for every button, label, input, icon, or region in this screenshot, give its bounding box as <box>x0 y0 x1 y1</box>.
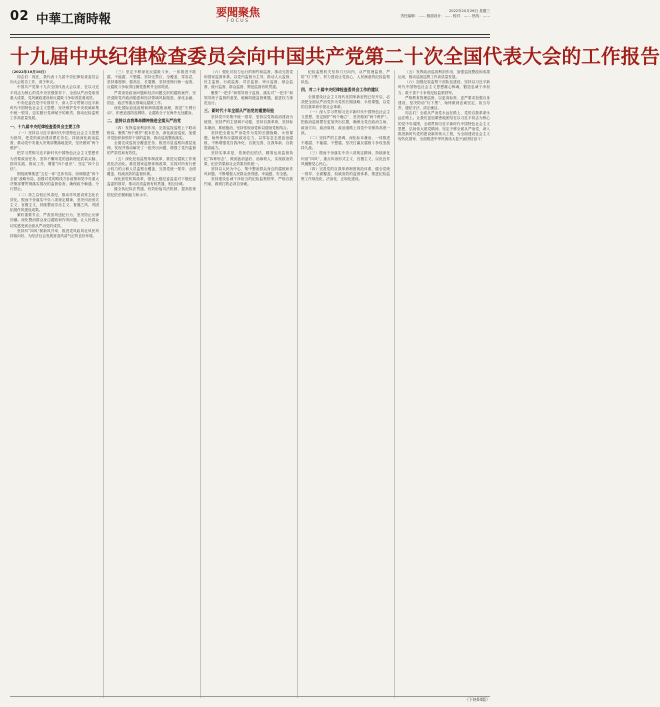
section-subheading: 三、新时代十年全面从严治党的重要经验 <box>204 108 275 114</box>
masthead-rule-thin <box>10 37 490 38</box>
body-paragraph: 同志们：现在，我代表十九届中央纪律检查委员会向大会报告工作，请予审议。 <box>10 75 99 85</box>
body-paragraph: 全面完成巡视全覆盖任务，推进市县巡察向基层延伸，发现并推动解决了一批突出问题，增强了党内监督的严肃性和有效性。 <box>107 141 196 156</box>
body-paragraph: （二）持之以恒正风肃纪，推动作风建设常态化长效化。锲而不舍落实中央八项规定精神，坚决纠治形式主义、官僚主义，持续整治享乐主义、奢靡之风，巩固拓展作风建设成果。 <box>10 192 99 213</box>
section-subheading: 四、对二十届中央纪律检查委员会工作的建议 <box>301 87 379 93</box>
article-column-2 <box>107 70 196 698</box>
article-headline: 十九届中央纪律检查委员会向中国共产党第二十次全国代表大会的工作报告 <box>10 45 660 68</box>
body-paragraph: （六）强化对权力运行的制约和监督，推动完善党和国家监督体系。以党内监督为主导，推动人大监督、民主监督、行政监督、司法监督、审计监督、财会监督、统计监督、群众监督、舆论监督有机贯通。 <box>204 70 293 90</box>
body-paragraph: （二）坚持严的主基调，深化标本兼治，一体推进不敢腐、不能腐、不想腐，坚决打赢反腐败斗争攻坚战持久战。 <box>301 135 390 151</box>
body-paragraph: 同志们！全面从严治党永远在路上，党的自我革命永远在路上。让我们更加紧密地团结在以习近平同志为核心的党中央周围，全面贯彻习近平新时代中国特色社会主义思想，弘扬伟大建党精神，坚定不移全面从严治党，深入推进新时代党的建设新的伟大工程，为全面建设社会主义现代化国家、全面推进中华民族伟大复兴而团结奋斗！ <box>398 111 490 142</box>
column-divider <box>103 70 104 698</box>
body-paragraph: （一）坚持以习近平新时代中国特色社会主义思想为指导，把党的政治建设摆在首位。持续深化政治监督，推动党中央重大决策部署落地见效，坚决做到“两个维护”。 <box>10 130 99 151</box>
body-paragraph: 坚持把全面从严治党作为党的长期战略、永恒课题，始终保持反腐败政治定力，以零容忍态度惩治腐败，不断增强党自我净化、自我完善、自我革新、自我提高能力。 <box>204 130 293 151</box>
article-column-4 <box>301 70 390 698</box>
body-paragraph: 中央纪委在党中央领导下，深入学习贯彻习近平新时代中国特色社会主义思想，坚决维护党中央权威和集中统一领导，忠实履行党章赋予的职责，推动纪检监察工作高质量发展。 <box>10 100 99 121</box>
section-title: 要聞聚焦 <box>216 6 260 19</box>
footer-rule <box>10 696 490 697</box>
body-paragraph: 严肃查处政治问题和经济问题交织的腐败案件，坚决清除党内政治隐患和经济领域风险隐患，深化金融、国企、政法等重点领域反腐败工作。 <box>107 90 196 105</box>
section-subheading: 一、十九届中央纪律检查委员会主要工作 <box>10 123 81 129</box>
body-paragraph: 坚持建设忠诚干净担当的纪检监察铁军，严格自我约束，做到打铁必须自身硬。 <box>204 177 293 187</box>
body-paragraph: （四）完善党的自我革命制度规范体系，健全党统一领导、全面覆盖、权威高效的监督体系，推进纪检监察工作规范化、法治化、正规化建设。 <box>301 166 390 182</box>
column-body <box>107 70 196 198</box>
issue-date: 2022年10月26日 星期三 <box>449 9 490 13</box>
masthead <box>10 7 490 33</box>
body-paragraph: （五）发挥政治巡视利剑作用，加强巡视整改和成果运用，推动巡视巡察工作高质量发展。 <box>398 70 490 80</box>
column-body <box>204 70 293 187</box>
body-paragraph: 纪检监察机关坚持刀刃向内，从严管理监督，严防“灯下黑”，努力建设让党放心、人民满意的纪检监察队伍。 <box>301 70 390 85</box>
body-paragraph: 健全执纪执法贯通、有效衔接司法机制，提高依规依纪依法履职能力和水平。 <box>107 187 196 197</box>
body-paragraph: （四）发挥巡视利剑作用，完善巡视巡察上下联动格局。聚焦“两个维护”根本任务，深化政治巡视，加强对党组织和领导干部的监督，推动巡视整改落实。 <box>107 125 196 140</box>
section-subtitle: FOCUS <box>226 19 250 24</box>
body-paragraph: 坚持以人民为中心，集中整治群众身边的腐败和作风问题，不断增强人民群众获得感、幸福感、安全感。 <box>204 166 293 177</box>
body-paragraph: 把学习贯彻习近平新时代中国特色社会主义思想作为首要政治任务，坚持不懈用党的创新理论武装头脑、指导实践、推动工作，增强“四个意识”、坚定“四个自信”。 <box>10 151 99 171</box>
section-label <box>206 7 270 25</box>
column-divider <box>200 70 201 698</box>
body-paragraph: （一）深入学习贯彻习近平新时代中国特色社会主义思想，坚定拥护“两个确立”、坚决做到“两个维护”。把政治监督摆在更加突出位置，确保全党在政治立场、政治方向、政治原则、政治道路上同党中央保持高度一致。 <box>301 110 390 135</box>
body-paragraph: 坚持实事求是、依规依纪依法，精准运用监督执纪“四种形态”，做到惩前毖后、治病救人，实现政治效果、纪法效果和社会效果有机统一。 <box>204 151 293 166</box>
body-paragraph: 严格教育管理监督，以更高标准、更严要求加强自身建设，坚决防治“灯下黑”，始终做到忠诚坚定、担当尽责、遵纪守法、清正廉洁。 <box>398 95 490 111</box>
page-number: 02 <box>10 9 30 24</box>
article-dateline: （2022年10月16日） <box>10 70 48 74</box>
body-paragraph: 围绕统筹推进“五位一体”总体布局、协调推进“四个全面”战略布局，加强对党的路线方针政策和党中央重大决策部署贯彻落实情况的监督检查，确保政令畅通、令行禁止。 <box>10 172 99 192</box>
body-paragraph: 坚持党中央集中统一领导，坚持以党的政治建设为统领，坚持严的主基调不动摇，坚持自我革命，坚持标本兼治、系统施治，坚持依规治党和以德治党相结合。 <box>204 115 293 130</box>
article-column-5 <box>398 70 490 698</box>
body-paragraph: 深化派驻机构改革，强化上级纪委监委对下级纪委监委的领导，推动各类监督有机贯通、相互协调。 <box>107 177 196 187</box>
body-paragraph: （六）加强纪检监察干部队伍建设，坚持以习近平新时代中国特色社会主义思想凝心铸魂，锻造忠诚干净担当、敢于善于斗争的纪检监察铁军。 <box>398 80 490 95</box>
body-paragraph: 紧盯重要节点，严查顶风违纪行为，坚决防止反弹回潮。深化整治群众身边腐败和作风问题，让人民群众切实感受到全面从严治党的成效。 <box>10 213 99 228</box>
body-paragraph: 坚持纠“四风”树新风并举，推进党风政风社风民风持续向好，为经济社会发展营造风清气正的良好环境。 <box>10 228 99 238</box>
body-paragraph: （三）坚定不移深化反腐败斗争，一体推进不敢腐、不能腐、不想腐。坚持无禁区、全覆盖、零容忍，坚持重遏制、强高压、长震慑，坚持受贿行贿一起查，反腐败斗争取得压倒性胜利并全面巩固。 <box>107 70 196 90</box>
body-paragraph: 深化国际追逃追赃和跨境腐败治理，推进“天网行动”，织密追逃防逃网络，让腐败分子在海外无处藏身。 <box>107 106 196 116</box>
body-paragraph: 聚焦“一把手”和领导班子监督，落实对“一把手”和领导班子监督的意见，破解同级监督难题，促进权力规范运行。 <box>204 90 293 105</box>
column-divider <box>297 70 298 698</box>
column-divider <box>394 70 395 698</box>
body-paragraph: （五）深化纪检监察体制改革，推进反腐败工作规范化法治化。推进国家监察体制改革，实现对所有行使公权力的公职人员监察全覆盖，完善党统一领导、全面覆盖、权威高效的监督体系。 <box>107 156 196 177</box>
column-body <box>10 75 99 239</box>
article-column-3 <box>204 70 293 698</box>
body-paragraph: 中国共产党第十九次全国代表大会以来，在以习近平同志为核心的党中央坚强领导下，全面从严治党取得重大成果，党风廉政建设和反腐败斗争取得显著成效。 <box>10 85 99 100</box>
newspaper-name: 中華工商時報 <box>36 11 112 26</box>
continued-note: （下转04版） <box>464 697 490 702</box>
masthead-rule <box>10 34 490 35</box>
column-body <box>398 70 490 142</box>
body-paragraph: 全面建设社会主义现代化国家新征程已经开启，必须把全面从严治党作为党的长期战略、永恒课题，以党的自我革命引领社会革命。 <box>301 94 390 109</box>
body-paragraph: （三）锲而不舍落实中央八项规定精神，持续深化纠治“四风”，重点纠治形式主义、官僚主义，以优良作风凝聚党心民心。 <box>301 151 390 166</box>
editor-credits: 责任编辑：…… 版面设计：…… 校对：…… 热线：…… <box>400 14 490 19</box>
column-body <box>301 70 390 182</box>
issue-meta <box>400 9 490 20</box>
section-subheading: 二、坚持以自我革命精神推进全面从严治党 <box>107 118 181 124</box>
article-column-1 <box>10 70 99 698</box>
